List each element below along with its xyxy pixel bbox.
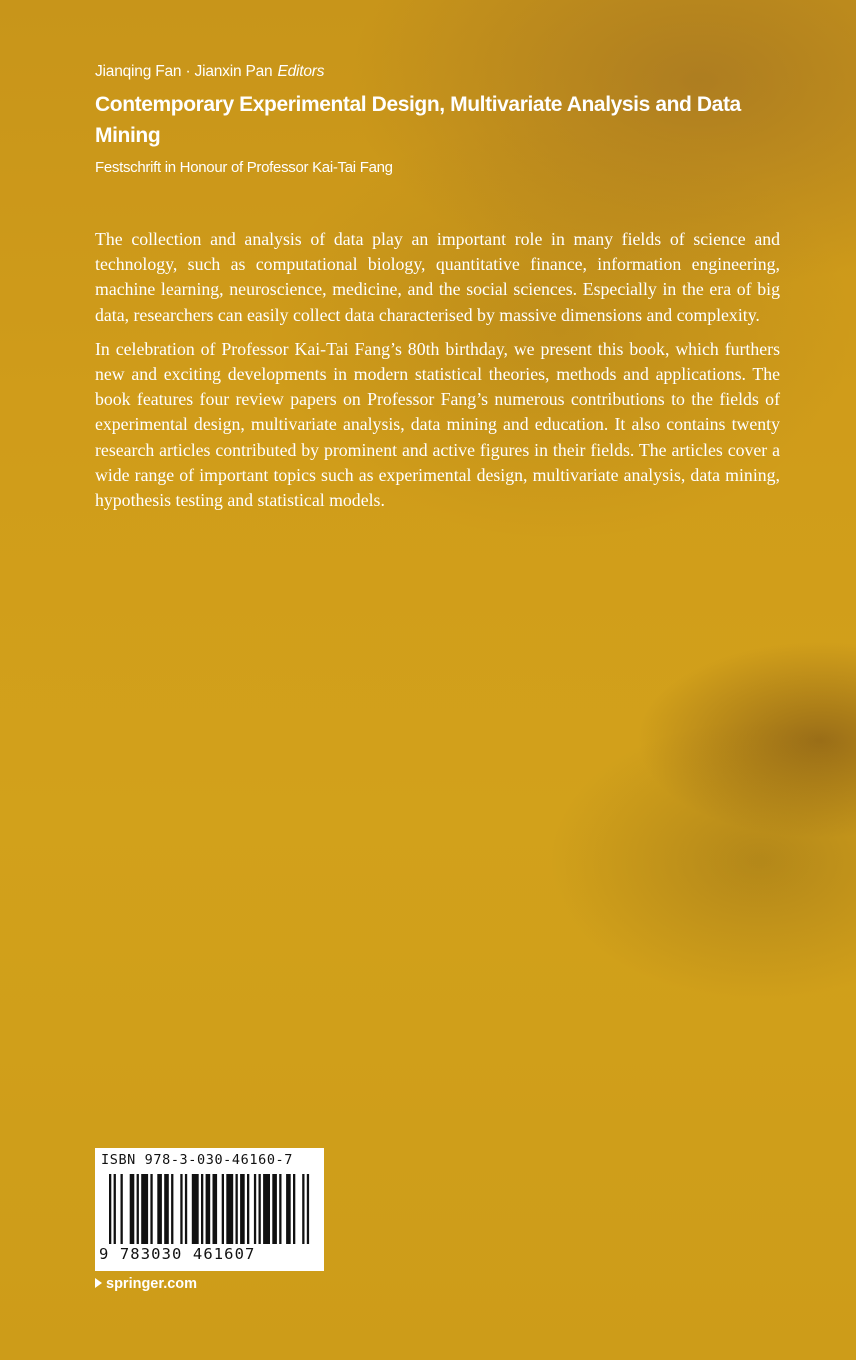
barcode-bar — [157, 1174, 162, 1244]
barcode-bar — [254, 1174, 256, 1244]
barcode-bar — [240, 1174, 245, 1244]
barcode-bar — [263, 1174, 270, 1244]
barcode-bar — [206, 1174, 211, 1244]
barcode-bar — [302, 1174, 304, 1244]
book-subtitle: Festschrift in Honour of Professor Kai-Tai Fang — [95, 159, 393, 176]
editors-role: Editors — [277, 63, 325, 80]
barcode-bar — [286, 1174, 291, 1244]
isbn-barcode-box — [95, 1148, 324, 1271]
publisher-link[interactable] — [95, 1276, 197, 1292]
barcode-bar — [201, 1174, 203, 1244]
barcode-bar — [164, 1174, 169, 1244]
barcode-bar — [171, 1174, 173, 1244]
barcode-bar — [137, 1174, 139, 1244]
barcode-bar — [109, 1174, 111, 1244]
barcode-bar — [130, 1174, 135, 1244]
barcode-bar — [293, 1174, 295, 1244]
book-title: Contemporary Experimental Design, Multivariate Analysis and Data Mining — [95, 93, 741, 147]
barcode-bar — [114, 1174, 116, 1244]
barcode-bar — [236, 1174, 238, 1244]
barcode-bar — [213, 1174, 218, 1244]
barcode-bar — [259, 1174, 261, 1244]
editors-names: Jianqing Fan · Jianxin Pan — [95, 63, 273, 80]
barcode-bar — [247, 1174, 249, 1244]
description-paragraph: In celebration of Professor Kai-Tai Fang’s 80th birthday, we present this book, which furthers new and exciting developments in modern statistical theories, methods and applications. The book features four review papers on Professor Fang’s numerous contributions to the fields of experimental design, multivariate analysis, data mining and education. It also contains twenty research articles contributed by prominent and active figures in their fields. The articles cover a wide range of important topics such as experimental design, multivariate analysis, data mining, hypothesis testing and statistical models. — [95, 338, 780, 511]
publisher-url: springer.com — [106, 1276, 198, 1292]
barcode-bar — [141, 1174, 148, 1244]
arrow-right-icon — [95, 1278, 102, 1288]
barcode-bar — [185, 1174, 187, 1244]
barcode-digits: 9 783030 461607 — [99, 1245, 256, 1263]
barcode-bar — [192, 1174, 199, 1244]
barcode-icon — [101, 1174, 315, 1244]
barcode-bar — [307, 1174, 309, 1244]
editors-line — [95, 63, 324, 81]
barcode-bar — [121, 1174, 123, 1244]
barcode-bar — [180, 1174, 182, 1244]
barcode-bar — [272, 1174, 277, 1244]
isbn-label: ISBN 978-3-030-46160-7 — [101, 1152, 294, 1168]
barcode-bar — [226, 1174, 233, 1244]
barcode-bar — [150, 1174, 152, 1244]
description-paragraph: The collection and analysis of data play an important role in many fields of science and technology, such as computational biology, quantitative finance, information engineering, machine learning, neuroscience, medicine, and the social sciences. Especially in the era of big data, researchers can easily collect data characterised by massive dimensions and complexity. — [95, 229, 780, 325]
barcode-bar — [222, 1174, 224, 1244]
book-description — [95, 227, 780, 522]
barcode-bar — [279, 1174, 281, 1244]
